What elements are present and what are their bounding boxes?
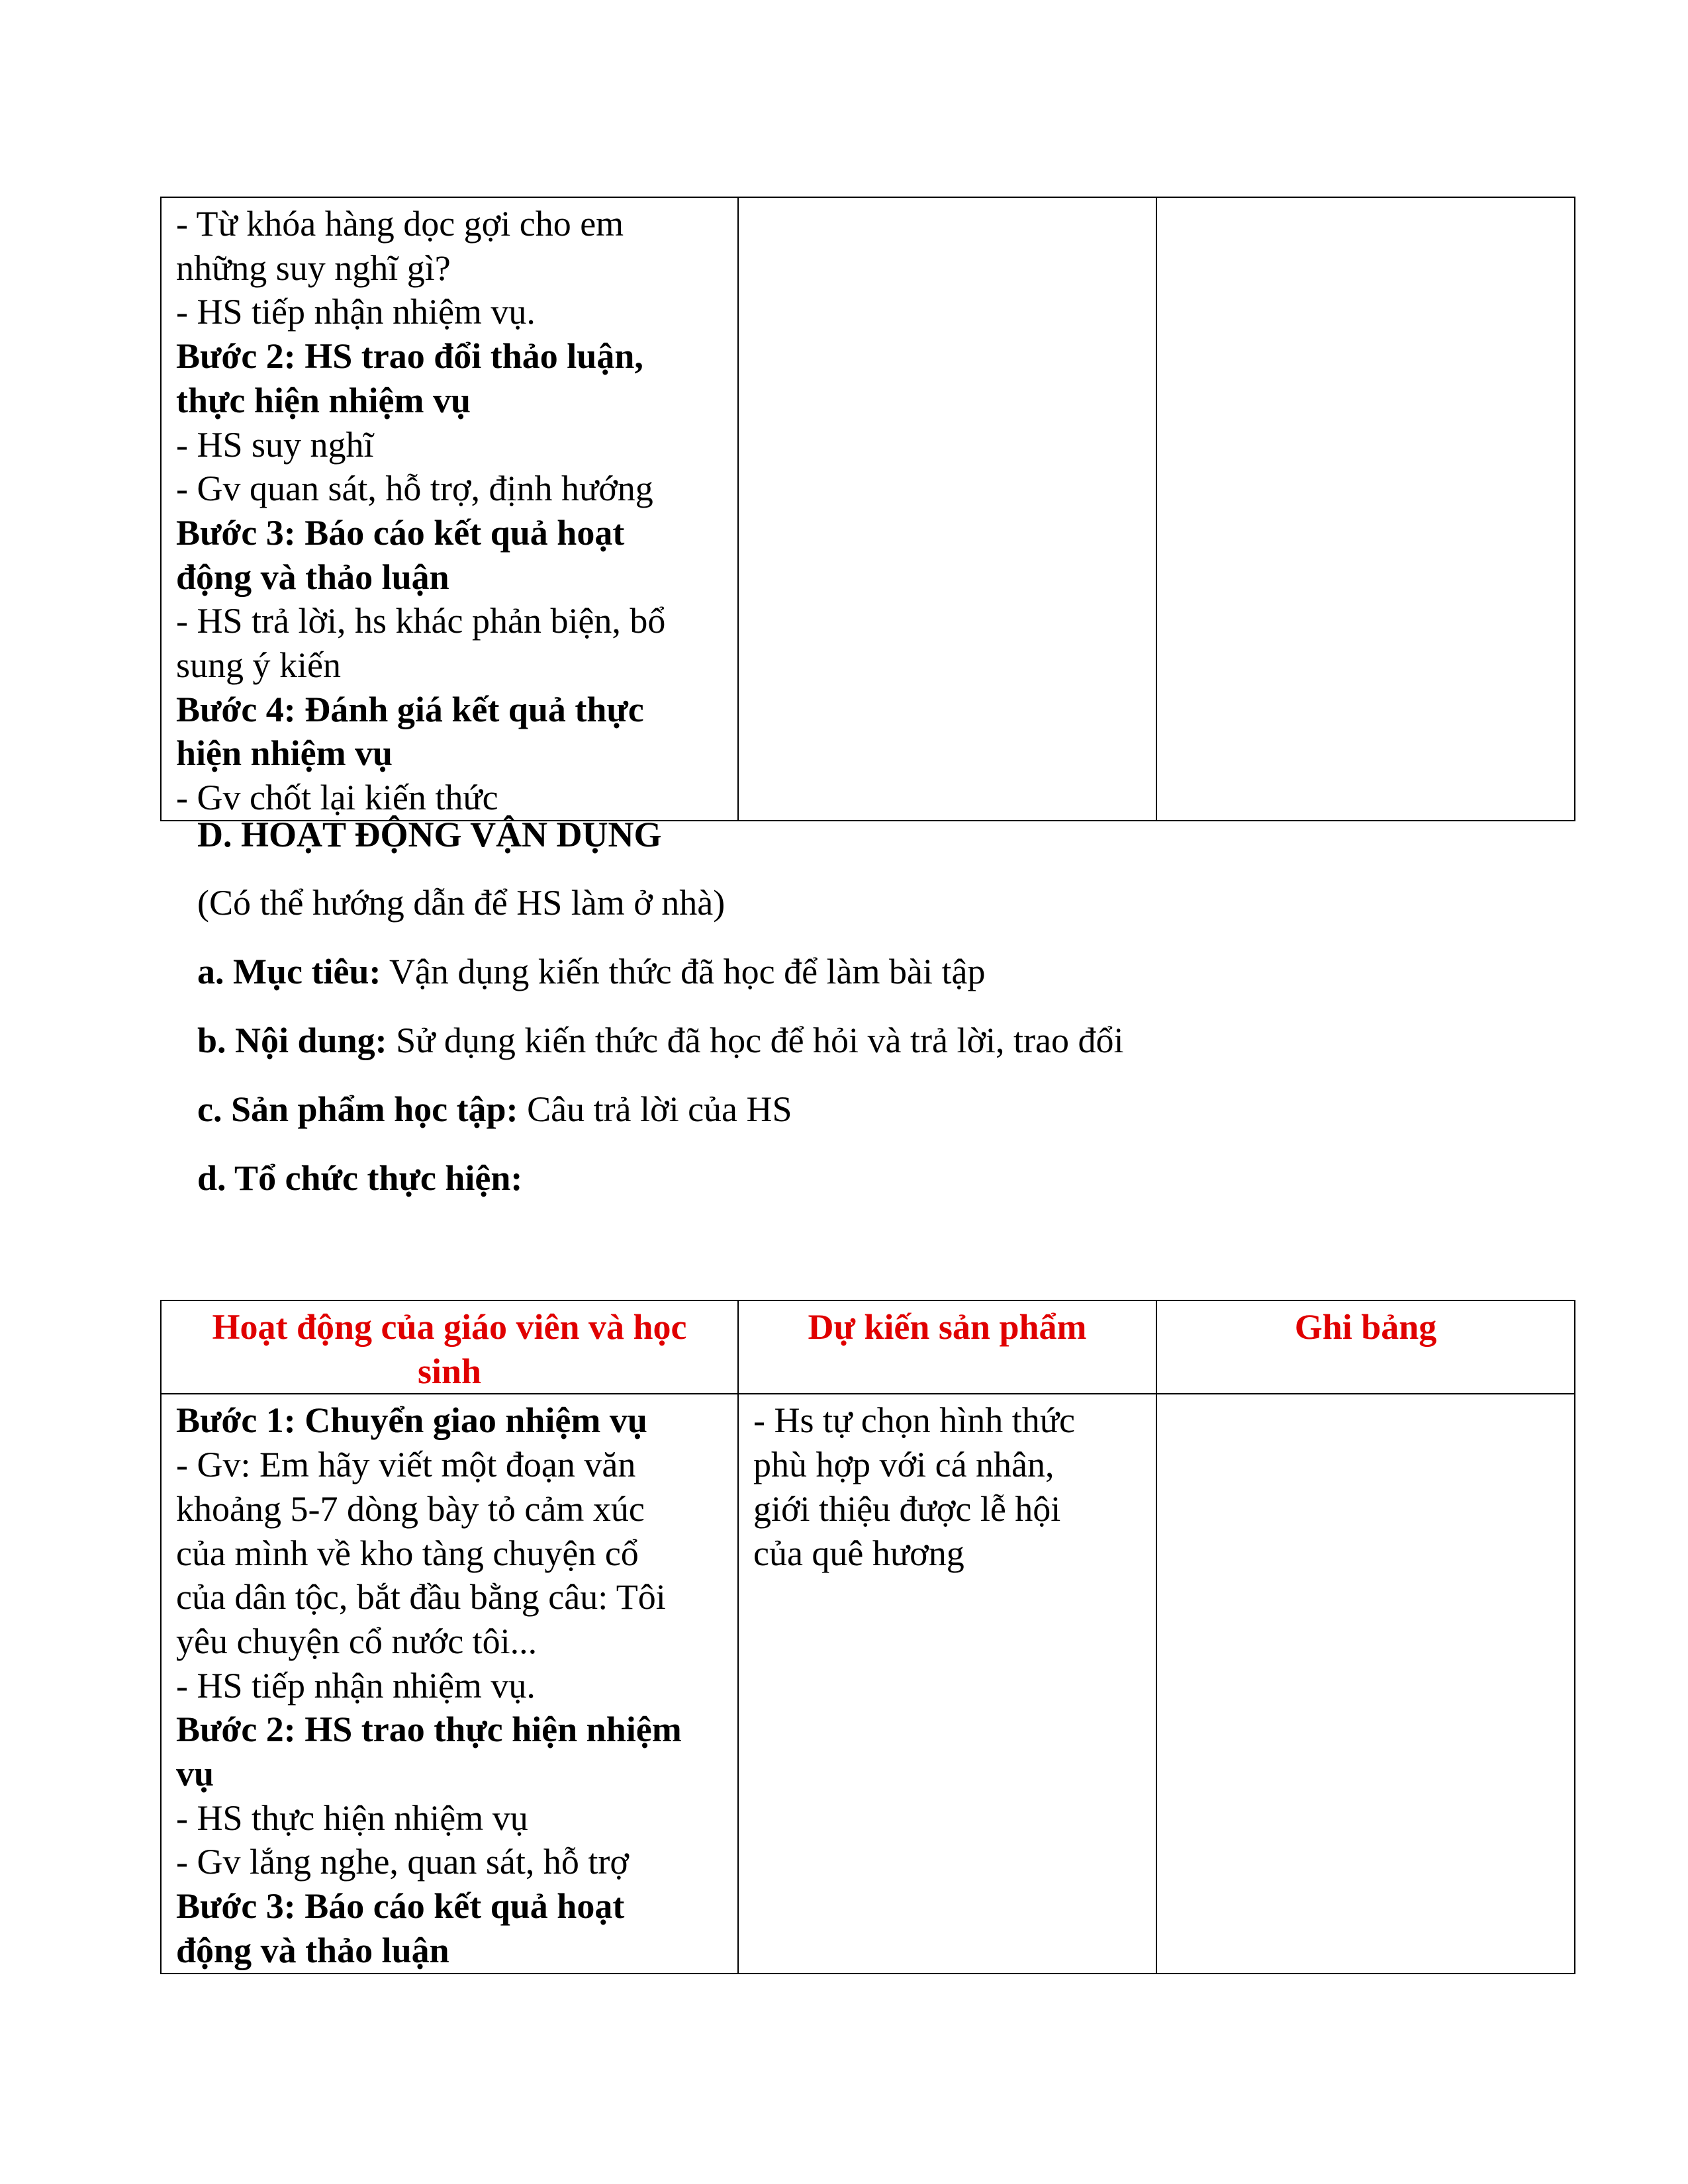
organization-label: d. Tổ chức thực hiện: — [197, 1158, 523, 1198]
content-line — [197, 1019, 1123, 1062]
board-notes-cell — [1156, 1394, 1575, 1973]
step-heading: động và thảo luận — [176, 1930, 449, 1970]
step-heading: Bước 1: Chuyển giao nhiệm vụ — [176, 1400, 647, 1441]
step-heading: hiện nhiệm vụ — [176, 733, 393, 774]
line: - HS thực hiện nhiệm vụ — [176, 1797, 528, 1838]
section-heading: D. HOẠT ĐỘNG VẬN DỤNG — [197, 815, 662, 854]
line: yêu chuyện cổ nước tôi... — [176, 1621, 538, 1661]
expected-product-cell — [738, 1394, 1156, 1973]
content-text: Sử dụng kiến thức đã học để hỏi và trả lời, trao đổi — [387, 1021, 1124, 1060]
objective-label: a. Mục tiêu: — [197, 952, 381, 991]
objective-text: Vận dụng kiến thức đã học để làm bài tập — [381, 952, 986, 991]
step-heading: thực hiện nhiệm vụ — [176, 380, 471, 420]
step-heading: Bước 3: Báo cáo kết quả hoạt — [176, 512, 625, 553]
step-heading: Bước 2: HS trao đổi thảo luận, — [176, 336, 643, 377]
teacher-student-activity-cell — [161, 1394, 738, 1973]
line: - Hs tự chọn hình thức — [753, 1400, 1075, 1441]
column-header-activity: Hoạt động của giáo viên và học sinh — [161, 1300, 738, 1394]
step-heading: Bước 3: Báo cáo kết quả hoạt — [176, 1886, 625, 1927]
line: của mình về kho tàng chuyện cổ — [176, 1533, 639, 1573]
line: sung ý kiến — [176, 645, 341, 686]
line: khoảng 5-7 dòng bày tỏ cảm xúc — [176, 1488, 645, 1529]
product-line — [197, 1087, 792, 1131]
step-heading: Bước 4: Đánh giá kết quả thực — [176, 689, 644, 729]
line: của dân tộc, bắt đầu bằng câu: Tôi — [176, 1577, 666, 1617]
line: - HS tiếp nhận nhiệm vụ. — [176, 1665, 536, 1706]
column-header-board-notes: Ghi bảng — [1156, 1300, 1575, 1394]
line: - Gv chốt lại kiến thức — [176, 778, 498, 818]
product-label: c. Sản phẩm học tập: — [197, 1089, 518, 1129]
board-notes-cell — [1156, 197, 1575, 821]
section-note: (Có thể hướng dẫn để HS làm ở nhà) — [197, 883, 726, 923]
expected-product-cell — [738, 197, 1156, 821]
line: - HS suy nghĩ — [176, 424, 374, 465]
line: phù hợp với cá nhân, — [753, 1445, 1055, 1485]
line: - Từ khóa hàng dọc gợi cho em — [176, 204, 624, 244]
line: - Gv: Em hãy viết một đoạn văn — [176, 1445, 636, 1485]
table-row — [161, 1394, 1575, 1973]
line: - Gv quan sát, hỗ trợ, định hướng — [176, 469, 653, 509]
step-heading: Bước 2: HS trao thực hiện nhiệm — [176, 1709, 682, 1750]
activity-table — [160, 1300, 1575, 1974]
line: những suy nghĩ gì? — [176, 248, 451, 288]
step-heading: động và thảo luận — [176, 557, 449, 597]
line: - HS trả lời, hs khác phản biện, bổ — [176, 601, 666, 641]
objective-line — [197, 950, 985, 993]
line: - Gv lắng nghe, quan sát, hỗ trợ — [176, 1842, 629, 1882]
content-label: b. Nội dung: — [197, 1021, 387, 1060]
table-header-row — [161, 1300, 1575, 1394]
line: của quê hương — [753, 1533, 964, 1573]
table-row — [161, 197, 1575, 821]
line: - HS tiếp nhận nhiệm vụ. — [176, 292, 536, 332]
teacher-student-activity-cell — [161, 197, 738, 821]
activity-table-continued — [160, 197, 1575, 821]
column-header-expected-product: Dự kiến sản phẩm — [738, 1300, 1156, 1394]
line: giới thiệu được lễ hội — [753, 1488, 1061, 1529]
product-text: Câu trả lời của HS — [518, 1089, 792, 1129]
step-heading: vụ — [176, 1754, 214, 1794]
